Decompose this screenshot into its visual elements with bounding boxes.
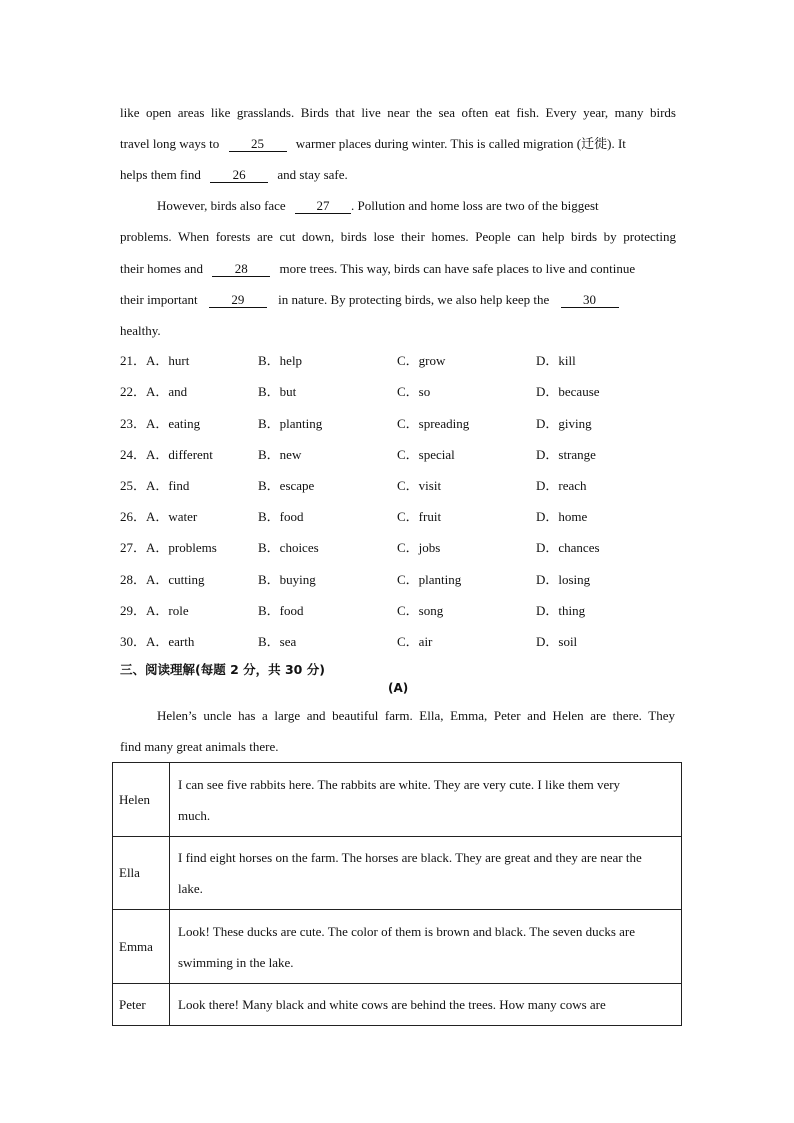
passage-text: problems. When forests are cut down, birds lose their homes. People can help birds by protecting [120,229,676,244]
option-b: B．food [258,509,304,524]
option-d: D．kill [536,353,576,368]
blank-28: 28 [212,262,270,277]
passage-text: their important [120,292,198,307]
option-row [120,446,680,464]
speaker-name: Helen [113,763,170,837]
option-a: 25．A．find [120,478,190,493]
speaker-name: Peter [113,984,170,1026]
option-c: C．so [397,384,431,399]
passage-line [120,292,676,308]
passage-line [157,198,657,214]
option-a: 29．A．role [120,603,189,618]
option-c: C．fruit [397,509,442,524]
blank-26: 26 [210,168,268,183]
passage-text: . Pollution and home loss are two of the biggest [350,198,599,213]
option-a: 23．A．eating [120,416,201,431]
option-row [120,602,680,620]
option-d: D．because [536,384,600,399]
passage-text: in nature. By protecting birds, we also help keep the [278,292,550,307]
passage-text: more trees. This way, birds can have safe places to live and continue [279,261,636,276]
blank-27: 27 [295,199,351,214]
speaker-name: Ella [113,837,170,910]
option-d: D．home [536,509,588,524]
blank-25: 25 [229,137,287,152]
passage-text: helps them find [120,167,201,182]
option-row [120,352,680,370]
option-row [120,539,680,557]
speaker-text [170,984,682,1026]
table-row [113,837,682,910]
option-b: B．help [258,353,303,368]
option-c: C．visit [397,478,442,493]
passage-text: like open areas like grasslands. Birds that live near the sea often eat fish. Every year, many birds [120,105,676,120]
option-b: B．new [258,447,302,462]
option-a: 26．A．water [120,509,198,524]
speaker-text-line: I can see five rabbits here. The rabbits are white. They are very cute. I like them very [178,776,621,792]
speaker-text-line: Look! These ducks are cute. The color of them is brown and black. The seven ducks are [178,923,636,939]
option-row [120,415,680,433]
option-row [120,508,680,526]
table-row [113,763,682,837]
speaker-text [170,910,682,984]
option-d: D．chances [536,540,600,555]
option-c: C．planting [397,572,462,587]
option-d: D．reach [536,478,587,493]
option-c: C．spreading [397,416,470,431]
option-d: D．strange [536,447,596,462]
option-d: D．soil [536,634,578,649]
passage-text: However, birds also face [157,198,286,213]
option-a: 24．A．different [120,447,213,462]
passage-text: warmer places during winter. This is called migration (迁徙). It [295,136,626,151]
option-b: B．but [258,384,297,399]
speaker-text-line: I find eight horses on the farm. The horses are black. They are great and they are near the [178,850,642,865]
intro-line [157,708,675,724]
option-c: C．grow [397,353,446,368]
option-d: D．losing [536,572,591,587]
speaker-name: Emma [113,910,170,984]
passage-text: travel long ways to [120,136,220,151]
passage-line [120,105,676,121]
speaker-text-line: lake. [178,881,203,896]
intro-text: Helen’s uncle has a large and beautiful farm. Ella, Emma, Peter and Helen are there. They [157,708,675,723]
speaker-text [170,837,682,910]
passage-text: and stay safe. [277,167,348,182]
blank-29: 29 [209,293,267,308]
speaker-text-line: swimming in the lake. [178,954,294,970]
option-c: C．jobs [397,540,441,555]
option-b: B．buying [258,572,316,587]
option-b: B．escape [258,478,315,493]
passage-text: healthy. [120,323,161,338]
passage-line [120,167,676,183]
passage-text: their homes and [120,261,204,276]
option-c: C．song [397,603,444,618]
speaker-text-line: Look there! Many black and white cows are behind the trees. How many cows are [178,997,606,1012]
option-d: D．giving [536,416,592,431]
option-a: 30．A．earth [120,634,195,649]
passage-line [120,229,676,245]
option-d: D．thing [536,603,586,618]
option-c: C．special [397,447,455,462]
option-b: B．sea [258,634,297,649]
option-row [120,477,680,495]
blank-30: 30 [561,293,619,308]
option-a: 22．A．and [120,384,188,399]
passage-line [120,323,676,339]
option-row [120,633,680,651]
section-title: 三、阅读理解(每题 2 分，共 30 分) [120,662,325,677]
intro-text: find many great animals there. [120,739,279,754]
option-row [120,571,680,589]
option-a: 21．A．hurt [120,353,190,368]
option-a: 27．A．problems [120,540,217,555]
option-b: B．planting [258,416,323,431]
farm-table [112,762,682,1026]
option-a: 28．A．cutting [120,572,205,587]
passage-line [120,261,676,277]
speaker-text-line: much. [178,807,211,823]
part-label: (A) [388,681,409,695]
speaker-text [170,763,682,837]
passage-line [120,136,676,152]
option-row [120,383,680,401]
table-row [113,984,682,1026]
option-b: B．choices [258,540,319,555]
option-c: C．air [397,634,433,649]
intro-line [120,739,676,755]
option-b: B．food [258,603,304,618]
table-row [113,910,682,984]
